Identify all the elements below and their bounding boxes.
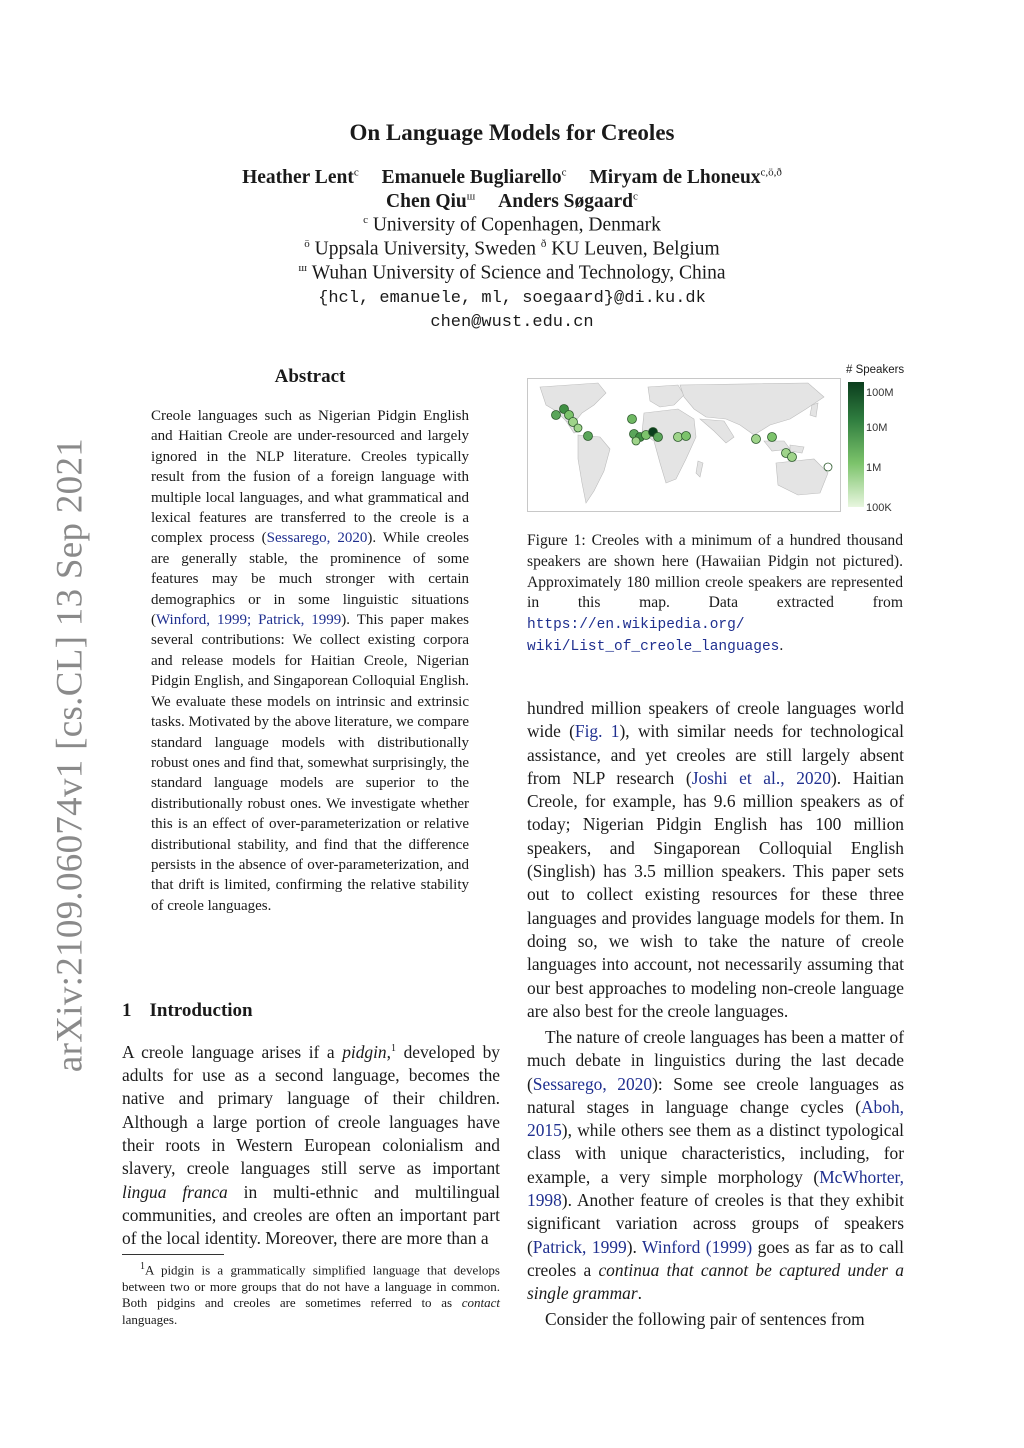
map-dot	[674, 433, 683, 442]
legend-label: 10M	[866, 422, 888, 434]
citation-link[interactable]: Patrick, 1999	[532, 1236, 627, 1257]
author: Anders Søgaard$^c$	[498, 190, 638, 212]
abstract-body: Creole languages such as Nigerian Pidgin English and Haitian Creole are under-resourced and largely ignored in the NLP literature. Creoles typically result from the fusion of a foreign language with multiple local languages, and what grammatical and lexical features are transferred to the creole is a complex process (Sessarego, 2020). While creoles are generally stable, the prominence of some features may be much stronger with certain demographics or in some linguistic situations (Winford, 1999; Patrick, 1999). This paper makes several contributions: We collect existing corpora and release models for Haitian Creole, Nigerian Pidgin English, and Singaporean Colloquial English. We evaluate these models on intrinsic and extrinsic tasks. Motivated by the above literature, we compare standard language models with distributionally robust ones and find that, somewhat surprisingly, the standard language models are superior to the distributionally robust ones. We investigate whether this is an effect of over-parameterization or relative distributional stability, and find that the difference persists in the absence of over-parameterization, and that drift is limited, confirming the relative stability of creole languages.	[151, 408, 469, 914]
legend-label: 100M	[866, 387, 894, 399]
legend-label: 1M	[866, 462, 882, 474]
citation-link[interactable]: Winford (1999)	[642, 1236, 753, 1257]
map-dot	[628, 415, 637, 424]
affiliation: $^c$ University of Copenhagen, Denmark	[363, 214, 661, 236]
citation-link[interactable]: Winford, 1999; Patrick, 1999	[156, 612, 342, 629]
legend-label: 100K	[866, 502, 892, 514]
caption-url[interactable]: wiki/List_of_creole_languages	[527, 638, 780, 655]
footnote-divider	[122, 1254, 224, 1255]
author: Chen Qiu$^ш$	[386, 190, 476, 212]
citation-link[interactable]: McWhorter, 1998	[527, 1166, 904, 1211]
legend-title: # Speakers	[846, 364, 905, 376]
intro-paragraph: A creole language arises if a pidgin,$^1$ developed by adults for use as a second language, becomes the native and primary language of their children. Although a large portion of creole languages have their roots in Western European colonialism and slavery, creole languages still serve as important lingua franca in multi-ethnic and multilingual communities, and creoles are often an important part of the local identity. Moreover, there are more than a	[122, 1041, 500, 1249]
author: Emanuele Bugliarello$^c$	[381, 166, 567, 188]
affiliation: $^ш$ Wuhan University of Science and Technology, China	[298, 262, 726, 284]
body-paragraph: Consider the following pair of sentences from	[545, 1309, 865, 1329]
citation-link[interactable]: Joshi et al., 2020	[691, 767, 831, 788]
author: Heather Lent$^c$	[242, 166, 359, 188]
email-line: chen@wust.edu.cn	[430, 313, 594, 332]
author: Miryam de Lhoneux$^{c,ö,ð}$	[589, 166, 782, 188]
body-paragraph: The nature of creole languages has been a matter of much debate in linguistics during the last decade (Sessarego, 2020): Some see creole languages as natural stages in language change cycles (Aboh, 2015), while others see them as a distinct typological class with unique characteristics, including, for example, a very simple morphology (McWhorter, 1998). Another feature of creoles is that they exhibit significant variation across groups of speakers (Patrick, 1999). Winford (1999) goes as far as to call creoles a continua that cannot be captured under a single grammar.	[527, 1027, 904, 1304]
caption-url[interactable]: https://en.wikipedia.org/	[527, 617, 745, 634]
world-map-svg	[528, 379, 840, 511]
map-dot	[584, 432, 593, 441]
citation-link[interactable]: Fig. 1	[574, 721, 620, 742]
citation-link[interactable]: Sessarego, 2020	[532, 1073, 653, 1094]
legend-colorbar	[848, 382, 864, 507]
citation-link[interactable]: Sessarego, 2020	[266, 530, 368, 547]
map-dot	[768, 433, 777, 442]
abstract-heading: Abstract	[274, 366, 346, 387]
map-dot	[654, 433, 663, 442]
arxiv-stamp: arXiv:2109.06074v1 [cs.CL] 13 Sep 2021	[49, 437, 91, 1073]
email-line: {hcl, emanuele, ml, soegaard}@di.ku.dk	[318, 289, 706, 308]
citation-link[interactable]: Aboh, 2015	[527, 1096, 904, 1141]
section-heading: 1 Introduction	[122, 1000, 253, 1021]
authors-line-1	[0, 166, 1024, 189]
body-paragraph: hundred million speakers of creole languages world wide (Fig. 1), with similar needs for technological assistance, and yet creoles are still largely absent from NLP research (Joshi et al., 2020). Haitian Creole, for example, has 9.6 million speakers as of today; Nigerian Pidgin English has 100 million speakers, and Singaporean Colloquial English (Singlish) has 3.5 million speakers. This paper sets out to collect existing resources for these three languages and provides language models for them. In doing so, we wish to take the nature of creole languages into account, not necessarily assuming that our best approaches to modeling non-creole language are also best for the creole languages.	[527, 698, 904, 1021]
map-dot	[682, 432, 691, 441]
map-dot	[752, 435, 761, 444]
map-dot	[552, 411, 561, 420]
map-dot	[788, 453, 797, 462]
creole-speakers-map	[527, 378, 841, 512]
map-dot	[824, 463, 832, 471]
map-dot	[632, 437, 640, 445]
footnote: $^1$A pidgin is a grammatically simplified language that develops between two or more groups that do not have a language in common. Both pidgins and creoles are sometimes referred to as contact languages.	[122, 1261, 500, 1327]
authors-line-2	[0, 190, 1024, 213]
affiliation: $^ö$ Uppsala University, Sweden $^ð$ KU Leuven, Belgium	[304, 238, 720, 260]
paper-title: On Language Models for Creoles	[349, 120, 675, 145]
footnote-ref[interactable]: 1	[391, 1043, 396, 1054]
figure-caption: Figure 1: Creoles with a minimum of a hundred thousand speakers are shown here (Hawaiian Pidgin not pictured). Approximately 180 million creole speakers are represented in this map. Data extracted from https://en.wikipedia.org/ wiki/List_of_creole_languages.	[527, 532, 903, 655]
map-dot	[574, 424, 582, 432]
map-landmass	[540, 383, 828, 503]
